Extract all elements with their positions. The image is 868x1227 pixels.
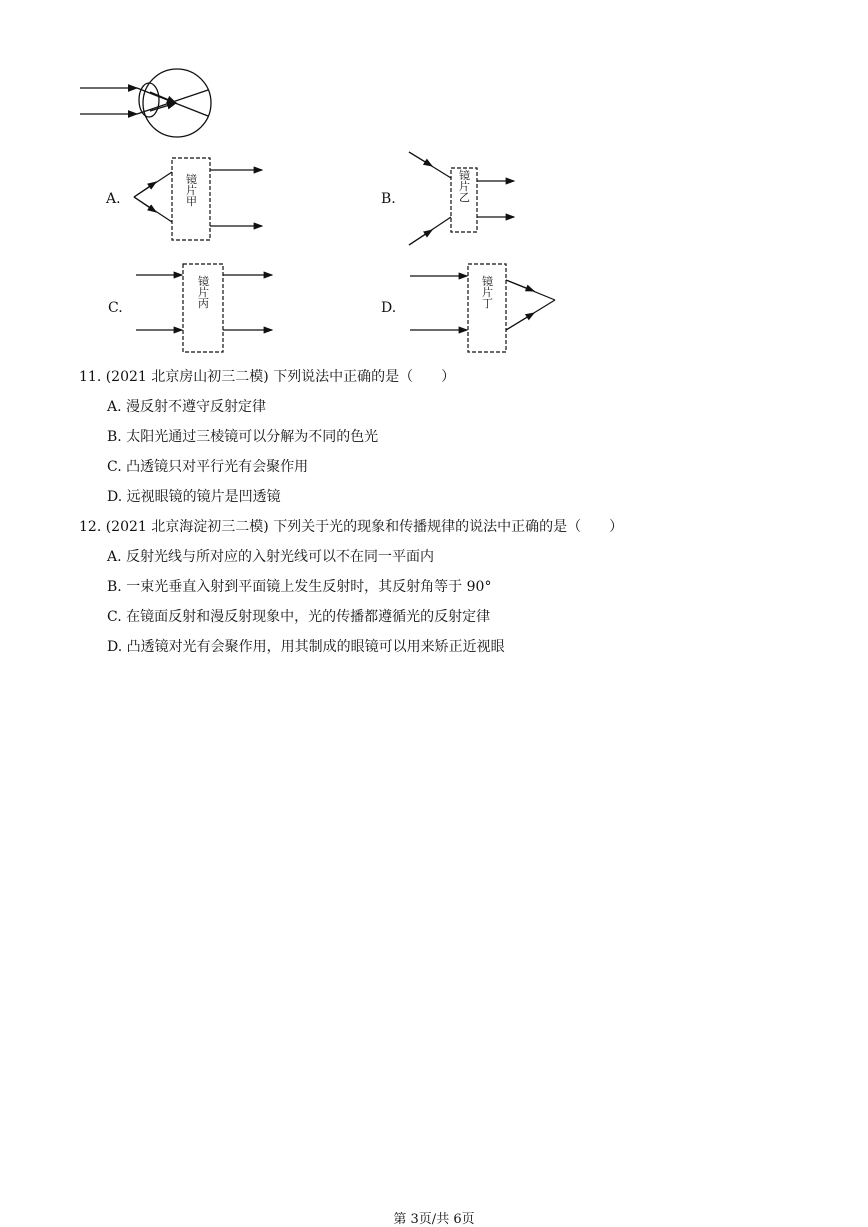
lens-label-a: 镜片甲 <box>184 173 198 207</box>
eye-diagram <box>80 69 211 137</box>
question-stem: 下列说法中正确的是（ ） <box>273 369 456 385</box>
option-a-letter: A. <box>106 191 121 207</box>
question-stem: 下列关于光的现象和传播规律的说法中正确的是（ ） <box>273 519 624 535</box>
lens-label-c: 镜片丙 <box>196 275 210 309</box>
optics-figure <box>0 0 868 360</box>
q11-option-b: B. 太阳光通过三棱镜可以分解为不同的色光 <box>107 429 379 445</box>
q12-option-a: A. 反射光线与所对应的入射光线可以不在同一平面内 <box>107 549 435 565</box>
question-source: (2021 北京房山初三二模) <box>105 369 269 385</box>
lens-label-b: 镜片乙 <box>457 169 471 203</box>
question-source: (2021 北京海淀初三二模) <box>105 519 269 535</box>
question-12 <box>79 518 623 536</box>
q11-option-d: D. 远视眼镜的镜片是凹透镜 <box>107 489 281 505</box>
q12-option-d: D. 凸透镜对光有会聚作用，用其制成的眼镜可以用来矫正近视眼 <box>107 639 505 655</box>
q11-option-c: C. 凸透镜只对平行光有会聚作用 <box>107 459 309 475</box>
option-c-letter: C. <box>108 300 123 316</box>
option-d-letter: D. <box>381 300 397 316</box>
q12-option-b: B. 一束光垂直入射到平面镜上发生反射时，其反射角等于 90° <box>107 579 492 595</box>
page-footer: 第 3页/共 6页 <box>393 1212 475 1227</box>
option-a-diagram <box>134 158 262 240</box>
q11-option-a: A. 漫反射不遵守反射定律 <box>107 399 267 415</box>
question-11 <box>79 368 455 386</box>
question-number: 11. <box>79 369 102 385</box>
lens-label-d: 镜片丁 <box>480 275 494 309</box>
q12-option-c: C. 在镜面反射和漫反射现象中，光的传播都遵循光的反射定律 <box>107 609 491 625</box>
option-b-letter: B. <box>381 191 396 207</box>
question-number: 12. <box>79 519 102 535</box>
